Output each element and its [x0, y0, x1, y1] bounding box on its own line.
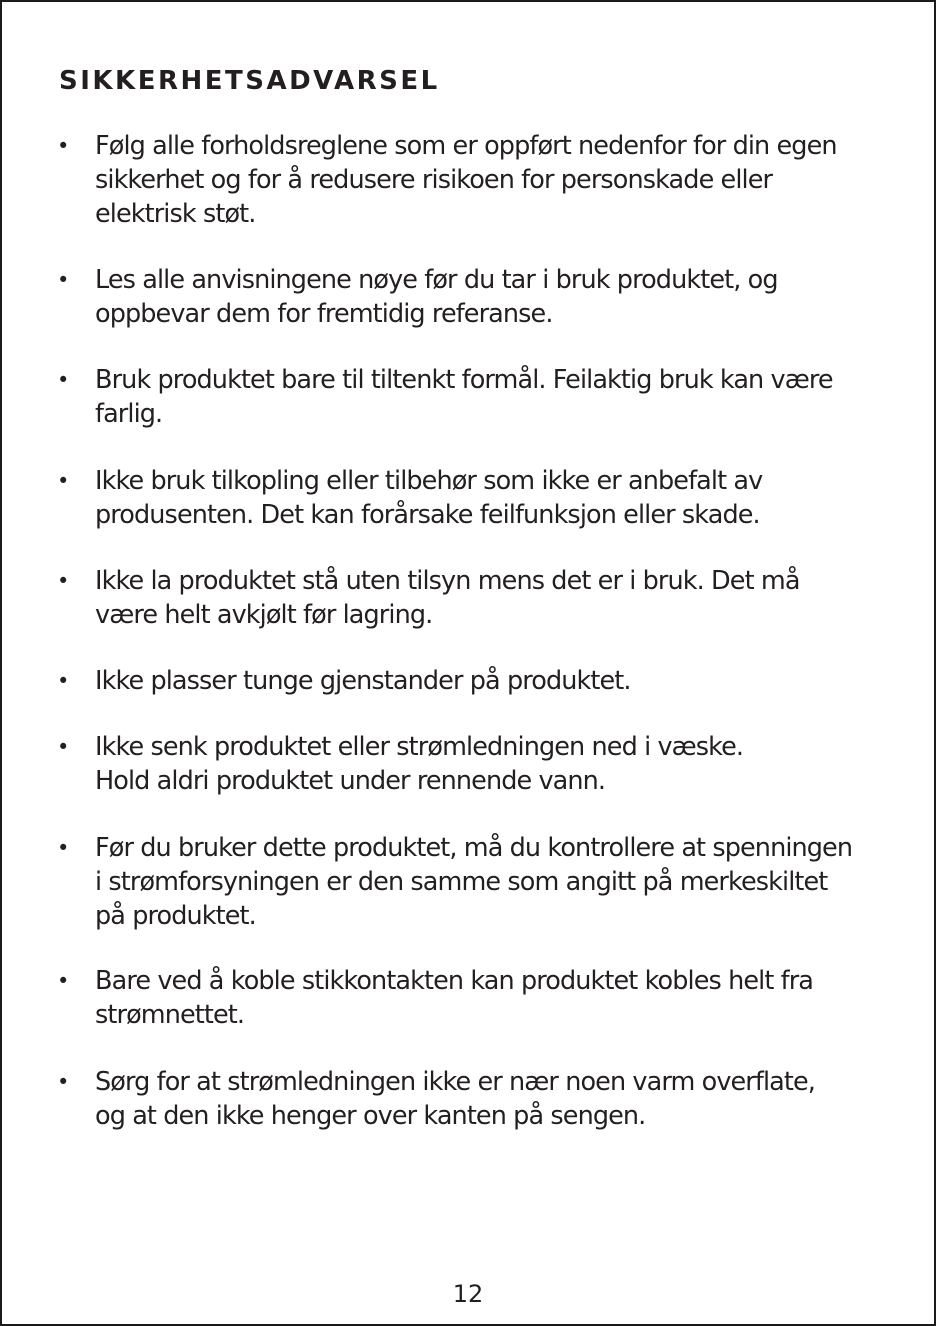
warning-text: Ikke la produktet stå uten tilsyn mens det er i bruk. Det må være helt avkjølt før lagring. [95, 566, 800, 630]
warning-text: Bruk produktet bare til tiltenkt formål. Feilaktig bruk kan være farlig. [95, 365, 833, 429]
bullet-icon: • [57, 134, 70, 158]
warning-text: Følg alle forholdsreglene som er oppført nedenfor for din egen sikkerhet og for å redusere risikoen for personskade eller elektrisk støt. [95, 131, 837, 229]
bullet-icon: • [57, 735, 70, 759]
warning-text: Sørg for at strømledningen ikke er nær noen varm overflate, og at den ikke henger over kanten på sengen. [95, 1067, 815, 1131]
warning-text: Ikke plasser tunge gjenstander på produktet. [95, 666, 631, 696]
page-number: 12 [452, 1280, 484, 1308]
bullet-icon: • [57, 669, 70, 693]
bullet-icon: • [57, 969, 70, 993]
bullet-icon: • [57, 469, 70, 493]
bullet-icon: • [57, 1070, 70, 1094]
warning-text: Ikke senk produktet eller strømledningen ned i væske. Hold aldri produktet under rennende vann. [95, 732, 744, 796]
warning-text: Ikke bruk tilkopling eller tilbehør som ikke er anbefalt av produsenten. Det kan forårsake feilfunksjon eller skade. [95, 466, 763, 530]
warning-text: Les alle anvisningene nøye før du tar i bruk produktet, og oppbevar dem for fremtidig referanse. [95, 265, 778, 329]
warning-text: Bare ved å koble stikkontakten kan produktet kobles helt fra strømnettet. [95, 966, 814, 1030]
bullet-icon: • [57, 268, 70, 292]
bullet-icon: • [57, 569, 70, 593]
page-heading: SIKKERHETSADVARSEL [59, 66, 440, 96]
bullet-icon: • [57, 836, 70, 860]
bullet-icon: • [57, 368, 70, 392]
warning-text: Før du bruker dette produktet, må du kontrollere at spenningen i strømforsyningen er den samme som angitt på merkeskiltet på produktet. [95, 833, 853, 931]
